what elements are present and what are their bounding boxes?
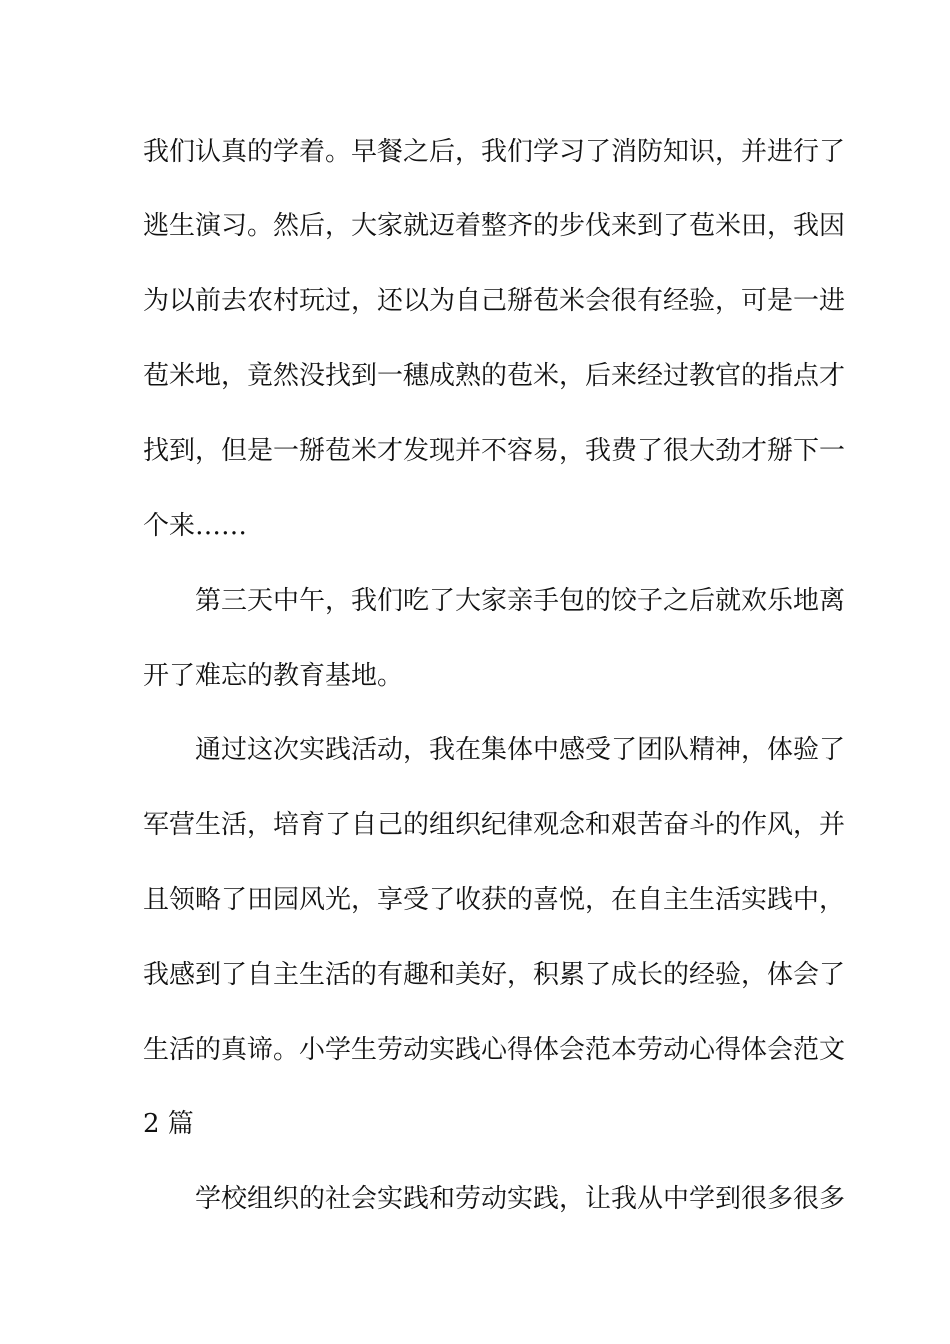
- text-line: 找到，但是一掰苞米才发现并不容易，我费了很大劲才掰下一: [143, 436, 846, 466]
- paragraph-first-line: 第三天中午，我们吃了大家亲手包的饺子之后就欢乐地离: [195, 586, 846, 616]
- text-line: 我感到了自主生活的有趣和美好，积累了成长的经验，体会了: [143, 960, 846, 990]
- text-line: 为以前去农村玩过，还以为自己掰苞米会很有经验，可是一进: [143, 286, 846, 316]
- text-line: 生活的真谛。小学生劳动实践心得体会范本劳动心得体会范文: [143, 1035, 846, 1065]
- text-line: 军营生活，培育了自己的组织纪律观念和艰苦奋斗的作风，并: [143, 810, 846, 840]
- text-line: 且领略了田园风光，享受了收获的喜悦，在自主生活实践中，: [143, 885, 846, 915]
- text-line: 个来……: [143, 511, 248, 541]
- paragraph-first-line: 通过这次实践活动，我在集体中感受了团队精神，体验了: [195, 735, 846, 765]
- text-line: 苞米地，竟然没找到一穗成熟的苞米，后来经过教官的指点才: [143, 361, 846, 391]
- text-line: 2 篇: [143, 1109, 194, 1139]
- text-line: 逃生演习。然后，大家就迈着整齐的步伐来到了苞米田，我因: [143, 211, 846, 241]
- text-line: 开了难忘的教育基地。: [143, 661, 404, 691]
- paragraph-first-line: 学校组织的社会实践和劳动实践，让我从中学到很多很多: [195, 1184, 846, 1214]
- text-line: 我们认真的学着。早餐之后，我们学习了消防知识，并进行了: [143, 137, 846, 167]
